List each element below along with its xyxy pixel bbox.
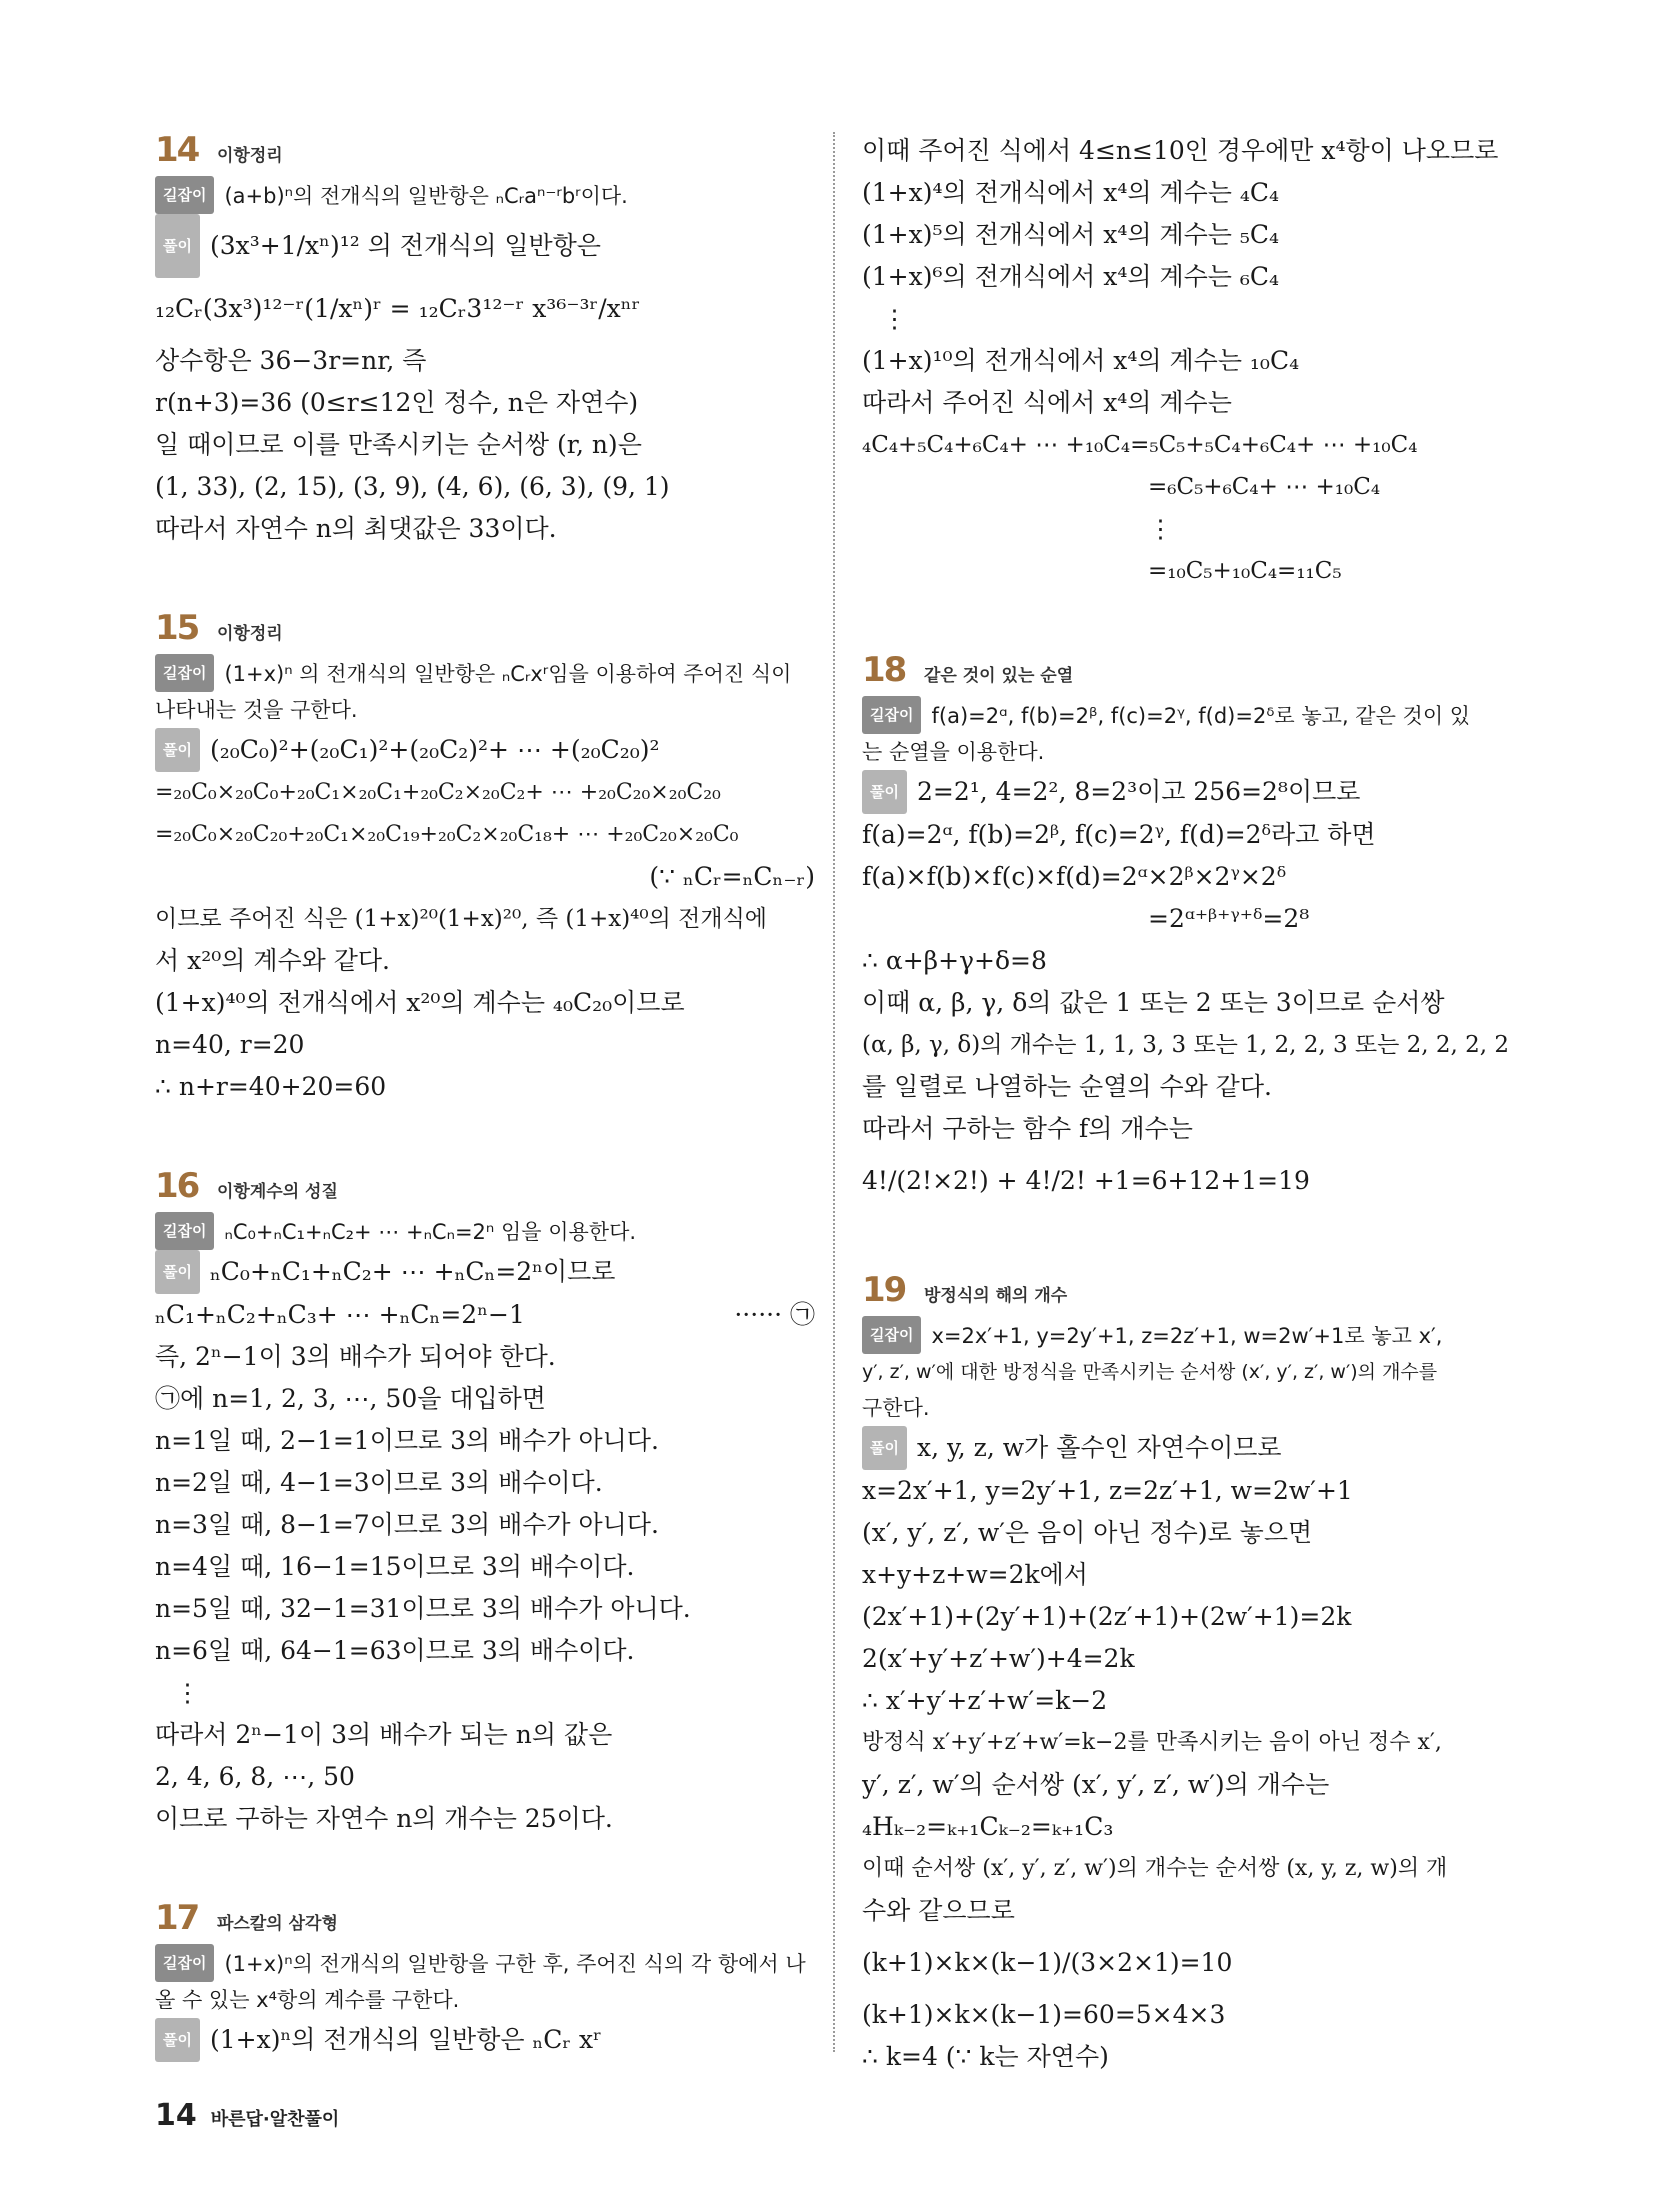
hint-text: x=2x′+1, y=2y′+1, z=2z′+1, w=2w′+1로 놓고 x′, <box>931 1324 1443 1348</box>
solution-line <box>155 1294 815 1336</box>
solution-line: 서 x²⁰의 계수와 같다. <box>155 946 390 975</box>
page-footer <box>155 2098 339 2133</box>
solution-tag: 풀이 <box>155 1250 200 1294</box>
solution-line: 따라서 2ⁿ−1이 3의 배수가 되는 n의 값은 <box>155 1720 613 1749</box>
solution-line: n=6일 때, 64−1=63이므로 3의 배수이다. <box>155 1636 635 1665</box>
vertical-ellipsis: ⋮ <box>1148 514 1173 543</box>
solution-line: 를 일렬로 나열하는 순열의 수와 같다. <box>862 1072 1272 1101</box>
solution-line: =2ᵅ⁺ᵝ⁺ᵞ⁺ᵟ=2⁸ <box>1148 904 1310 933</box>
solution-line: ₄Hₖ₋₂=ₖ₊₁Cₖ₋₂=ₖ₊₁C₃ <box>862 1812 1114 1841</box>
solution-line: 방정식 x′+y′+z′+w′=k−2를 만족시키는 음이 아닌 정수 x′, <box>862 1730 1442 1755</box>
solution-line: n=4일 때, 16−1=15이므로 3의 배수이다. <box>155 1552 635 1581</box>
solution-line: f(a)=2ᵅ, f(b)=2ᵝ, f(c)=2ᵞ, f(d)=2ᵟ라고 하면 <box>862 820 1376 849</box>
problem-header <box>155 608 815 648</box>
solution-line: (1+x)¹⁰의 전개식에서 x⁴의 계수는 ₁₀C₄ <box>862 346 1300 375</box>
solution-line: ∴ n+r=40+20=60 <box>155 1072 387 1101</box>
problem-17-continued <box>862 130 1522 592</box>
problem-17 <box>155 1898 815 2062</box>
solution-line <box>862 1426 1522 1470</box>
solution-line: =₆C₅+₆C₄+ ⋯ +₁₀C₄ <box>1148 474 1381 500</box>
solution-line: 따라서 구하는 함수 f의 개수는 <box>862 1114 1193 1143</box>
solution-tag: 풀이 <box>862 770 907 814</box>
hint-tag: 길잡이 <box>862 1316 921 1354</box>
solution-line: =₂₀C₀×₂₀C₂₀+₂₀C₁×₂₀C₁₉+₂₀C₂×₂₀C₁₈+ ⋯ +₂₀C₂₀×₂₀C₀ <box>155 822 739 847</box>
problem-15 <box>155 608 815 1108</box>
solution-text: (1+x)ⁿ의 전개식의 일반항은 ₙCᵣ xʳ <box>209 2025 602 2054</box>
hint-line: 는 순열을 이용한다. <box>862 740 1045 764</box>
solution-line: 2(x′+y′+z′+w′)+4=2k <box>862 1644 1135 1673</box>
solution-line: n=3일 때, 8−1=7이므로 3의 배수가 아니다. <box>155 1510 659 1539</box>
solution-text: (3x³+1/xⁿ)¹² 의 전개식의 일반항은 <box>209 231 601 260</box>
solution-line <box>155 1250 815 1294</box>
solution-line: ∴ x′+y′+z′+w′=k−2 <box>862 1686 1108 1715</box>
solution-tag: 풀이 <box>862 1426 907 1470</box>
hint-tag: 길잡이 <box>155 1212 214 1250</box>
solution-line: (x′, y′, z′, w′은 음이 아닌 정수)로 놓으면 <box>862 1518 1313 1547</box>
hint-line: 구한다. <box>862 1396 930 1420</box>
hint-line: 올 수 있는 x⁴항의 계수를 구한다. <box>155 1988 460 2012</box>
hint-text: ₙC₀+ₙC₁+ₙC₂+ ⋯ +ₙCₙ=2ⁿ 임을 이용한다. <box>224 1220 637 1244</box>
solution-line: n=1일 때, 2−1=1이므로 3의 배수가 아니다. <box>155 1426 659 1455</box>
solution-text: ₙC₀+ₙC₁+ₙC₂+ ⋯ +ₙCₙ=2ⁿ이므로 <box>209 1257 616 1286</box>
solution-line: 4!/(2!×2!) + 4!/2! +1=6+12+1=19 <box>862 1166 1310 1195</box>
problem-topic: 같은 것이 있는 순열 <box>924 666 1074 686</box>
problem-number: 19 <box>862 1270 906 1310</box>
solution-tag: 풀이 <box>155 214 200 278</box>
solution-line: r(n+3)=36 (0≤r≤12인 정수, n은 자연수) <box>155 388 639 417</box>
solution-line: 상수항은 36−3r=nr, 즉 <box>155 346 427 375</box>
solution-line: 이므로 주어진 식은 (1+x)²⁰(1+x)²⁰, 즉 (1+x)⁴⁰의 전개식에 <box>155 906 768 932</box>
solution-line: (k+1)×k×(k−1)/(3×2×1)=10 <box>862 1948 1233 1977</box>
problem-header <box>155 1898 815 1938</box>
problem-header <box>155 1166 815 1206</box>
problem-topic: 이항정리 <box>217 146 283 166</box>
solution-line: 수와 같으므로 <box>862 1896 1015 1925</box>
solution-line <box>155 214 815 278</box>
problem-topic: 이항정리 <box>217 624 283 644</box>
hint-tag: 길잡이 <box>862 696 921 734</box>
solution-line: x=2x′+1, y=2y′+1, z=2z′+1, w=2w′+1 <box>862 1476 1353 1505</box>
solution-line: n=2일 때, 4−1=3이므로 3의 배수이다. <box>155 1468 603 1497</box>
hint-text: (a+b)ⁿ의 전개식의 일반항은 ₙCᵣaⁿ⁻ʳbʳ이다. <box>224 184 628 208</box>
book-title: 바른답·알찬풀이 <box>210 2109 340 2130</box>
problem-topic: 이항계수의 성질 <box>217 1182 338 1202</box>
hint-tag: 길잡이 <box>155 1944 214 1982</box>
solution-line: ∴ k=4 (∵ k는 자연수) <box>862 2042 1109 2071</box>
solution-line: =₂₀C₀×₂₀C₀+₂₀C₁×₂₀C₁+₂₀C₂×₂₀C₂+ ⋯ +₂₀C₂₀×₂₀C₂₀ <box>155 780 721 805</box>
solution-line: (2x′+1)+(2y′+1)+(2z′+1)+(2w′+1)=2k <box>862 1602 1352 1631</box>
problem-topic: 파스칼의 삼각형 <box>217 1914 338 1934</box>
solution-line: 이때 주어진 식에서 4≤n≤10인 경우에만 x⁴항이 나오므로 <box>862 136 1499 165</box>
solution-line: x+y+z+w=2k에서 <box>862 1560 1088 1589</box>
solution-line: (1+x)⁵의 전개식에서 x⁴의 계수는 ₅C₄ <box>862 220 1280 249</box>
hint-line <box>155 1212 815 1250</box>
hint-text: (1+x)ⁿ의 전개식의 일반항을 구한 후, 주어진 식의 각 항에서 나 <box>224 1952 806 1976</box>
problem-header <box>862 650 1522 690</box>
solution-line: (α, β, γ, δ)의 개수는 1, 1, 3, 3 또는 1, 2, 2, 3 또는 2, 2, 2, 2 <box>862 1032 1510 1058</box>
hint-text: (1+x)ⁿ 의 전개식의 일반항은 ₙCᵣxʳ임을 이용하여 주어진 식이 <box>224 662 792 686</box>
problem-number: 17 <box>155 1898 199 1938</box>
solution-line: (1+x)⁶의 전개식에서 x⁴의 계수는 ₆C₄ <box>862 262 1280 291</box>
solution-line: 이때 순서쌍 (x′, y′, z′, w′)의 개수는 순서쌍 (x, y, z, w)의 개 <box>862 1856 1448 1881</box>
hint-line <box>155 654 815 692</box>
solution-line: =₁₀C₅+₁₀C₄=₁₁C₅ <box>1148 558 1342 584</box>
solution-tag: 풀이 <box>155 728 200 772</box>
solution-line: 일 때이므로 이를 만족시키는 순서쌍 (r, n)은 <box>155 430 642 459</box>
problem-16 <box>155 1166 815 1840</box>
hint-line: y′, z′, w′에 대한 방정식을 만족시키는 순서쌍 (x′, y′, z′, w′)의 개수를 <box>862 1361 1438 1383</box>
problem-number: 18 <box>862 650 906 690</box>
solution-line: 따라서 주어진 식에서 x⁴의 계수는 <box>862 388 1232 417</box>
solution-line: n=5일 때, 32−1=31이므로 3의 배수가 아니다. <box>155 1594 691 1623</box>
solution-line: 따라서 자연수 n의 최댓값은 33이다. <box>155 514 557 543</box>
problem-number: 15 <box>155 608 199 648</box>
solution-line: ₁₂Cᵣ(3x³)¹²⁻ʳ(1/xⁿ)ʳ = ₁₂Cᵣ3¹²⁻ʳ x³⁶⁻³ʳ/xⁿʳ <box>155 294 641 323</box>
problem-19 <box>862 1270 1522 2078</box>
problem-topic: 방정식의 해의 개수 <box>924 1286 1068 1306</box>
equation-marker: ······ ㉠ <box>734 1300 815 1329</box>
solution-line: 이므로 구하는 자연수 n의 개수는 25이다. <box>155 1804 613 1833</box>
solution-text: (₂₀C₀)²+(₂₀C₁)²+(₂₀C₂)²+ ⋯ +(₂₀C₂₀)² <box>209 735 660 764</box>
page-number: 14 <box>155 2098 197 2133</box>
solution-line <box>155 2018 815 2062</box>
hint-text: f(a)=2ᵅ, f(b)=2ᵝ, f(c)=2ᵞ, f(d)=2ᵟ로 놓고, 같은 것이 있 <box>931 704 1471 728</box>
solution-text: x, y, z, w가 홀수인 자연수이므로 <box>916 1433 1282 1462</box>
hint-line <box>155 1944 815 1982</box>
solution-line: (∵ ₙCᵣ=ₙCₙ₋ᵣ) <box>649 862 815 891</box>
hint-line <box>862 1316 1522 1354</box>
problem-header <box>155 130 815 170</box>
equation-text: ₙC₁+ₙC₂+ₙC₃+ ⋯ +ₙCₙ=2ⁿ−1 <box>155 1300 525 1329</box>
solution-line: f(a)×f(b)×f(c)×f(d)=2ᵅ×2ᵝ×2ᵞ×2ᵟ <box>862 862 1287 891</box>
solution-line <box>155 728 815 772</box>
problem-14 <box>155 130 815 550</box>
solution-line: 2, 4, 6, 8, ⋯, 50 <box>155 1762 355 1791</box>
solution-line: ∴ α+β+γ+δ=8 <box>862 946 1047 975</box>
solution-line: n=40, r=20 <box>155 1030 305 1059</box>
problem-header <box>862 1270 1522 1310</box>
solution-line: (1+x)⁴⁰의 전개식에서 x²⁰의 계수는 ₄₀C₂₀이므로 <box>155 988 685 1017</box>
solution-line: 이때 α, β, γ, δ의 값은 1 또는 2 또는 3이므로 순서쌍 <box>862 988 1445 1017</box>
hint-tag: 길잡이 <box>155 654 214 692</box>
solution-line: 즉, 2ⁿ−1이 3의 배수가 되어야 한다. <box>155 1342 556 1371</box>
hint-line: 나타내는 것을 구한다. <box>155 698 358 722</box>
hint-line <box>155 176 815 214</box>
hint-line <box>862 696 1522 734</box>
solution-line: (k+1)×k×(k−1)=60=5×4×3 <box>862 2000 1226 2029</box>
solution-line: ₄C₄+₅C₄+₆C₄+ ⋯ +₁₀C₄=₅C₅+₅C₄+₆C₄+ ⋯ +₁₀C₄ <box>862 432 1418 458</box>
vertical-ellipsis: ⋮ <box>882 304 907 333</box>
problem-18 <box>862 650 1522 1212</box>
solution-tag: 풀이 <box>155 2018 200 2062</box>
solution-text: 2=2¹, 4=2², 8=2³이고 256=2⁸이므로 <box>916 777 1361 806</box>
problem-number: 14 <box>155 130 199 170</box>
solution-line: y′, z′, w′의 순서쌍 (x′, y′, z′, w′)의 개수는 <box>862 1770 1330 1799</box>
right-column <box>862 130 1522 2078</box>
solution-line <box>862 770 1522 814</box>
solution-line: (1+x)⁴의 전개식에서 x⁴의 계수는 ₄C₄ <box>862 178 1280 207</box>
problem-number: 16 <box>155 1166 199 1206</box>
hint-tag: 길잡이 <box>155 176 214 214</box>
left-column <box>155 130 815 2062</box>
solution-line: ㉠에 n=1, 2, 3, ⋯, 50을 대입하면 <box>155 1384 546 1413</box>
column-divider <box>833 132 835 2052</box>
solution-line: (1, 33), (2, 15), (3, 9), (4, 6), (6, 3), (9, 1) <box>155 472 670 501</box>
vertical-ellipsis: ⋮ <box>175 1678 200 1707</box>
